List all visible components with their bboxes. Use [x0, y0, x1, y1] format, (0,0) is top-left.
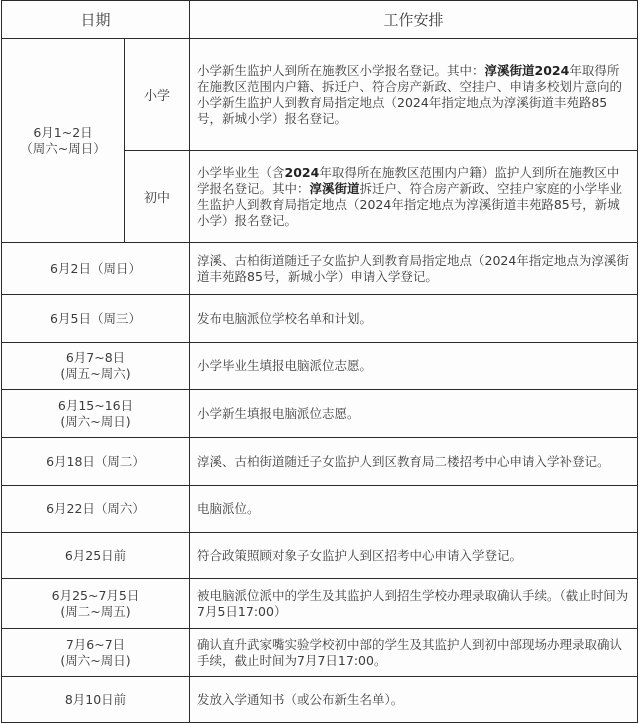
- date-cell: [2, 295, 190, 343]
- content-cell: 符合政策照顾对象子女监护人到区招考中心申请入学登记。: [190, 533, 638, 579]
- date-line1: 6月25~7月5日: [51, 587, 140, 603]
- date-cell: [2, 343, 190, 390]
- date-line1: 6月25日前: [64, 547, 127, 563]
- content-cell: 发布电脑派位学校名单和计划。: [190, 295, 638, 343]
- date-line1: 7月6~7日: [65, 636, 126, 652]
- date-cell: [2, 533, 190, 579]
- date-line1: 6月7~8日: [65, 350, 126, 365]
- table-header-row: [2, 1, 638, 39]
- content-cell: 被电脑派位派中的学生及其监护人到招生学校办理录取确认手续。（截止时间为7月5日17:00）: [190, 579, 638, 629]
- content-text: 小学毕业生（含: [197, 164, 285, 180]
- content-cell: 确认直升武家嘴实验学校初中部的学生及其监护人到初中部现场办理录取确认手续，截止时间为7月7日17:00。: [190, 629, 638, 677]
- date-line1: 6月5日（周三）: [50, 310, 141, 326]
- date-line1: 6月1~2日: [33, 124, 93, 140]
- date-line2: (周二~周五): [60, 603, 131, 619]
- header-date: 日期: [2, 1, 190, 39]
- level-middle: 初中: [125, 151, 190, 243]
- date-cell-group1: [2, 39, 125, 243]
- content-cell: 淳溪、古柏街道随迁子女监护人到教育局指定地点（2024年指定地点为淳溪街道丰苑路85号，新城小学）申请入学登记。: [190, 243, 638, 295]
- content-middle: [190, 151, 638, 243]
- date-cell: [2, 438, 190, 486]
- date-line2: (周五~周六): [60, 366, 131, 381]
- level-primary: 小学: [125, 39, 190, 151]
- content-cell: 小学毕业生填报电脑派位志愿。: [190, 343, 638, 390]
- enrollment-schedule-table: [1, 0, 638, 723]
- date-line2: (周六~周日): [60, 413, 131, 429]
- date-cell: [2, 629, 190, 677]
- header-work-arrangement: 工作安排: [190, 1, 638, 39]
- table-row: [2, 629, 638, 677]
- date-cell: [2, 677, 190, 723]
- table-row: [2, 390, 638, 438]
- date-line1: 8月10日前: [64, 691, 127, 707]
- table-row: [2, 677, 638, 723]
- table-row: [2, 243, 638, 295]
- table-row: [2, 343, 638, 390]
- content-bold-text: 2024: [284, 164, 320, 180]
- date-line1: 6月18日（周二）: [46, 453, 145, 469]
- content-bold-text: 淳溪街道2024: [484, 62, 570, 78]
- content-text: 年取得所在施教区范围内户籍）监护人到所在施教区中学报名登记。其中：: [197, 164, 620, 196]
- date-line1: 6月2日（周日）: [50, 260, 141, 276]
- content-primary: [190, 39, 638, 151]
- table-row: [2, 486, 638, 533]
- date-cell: [2, 243, 190, 295]
- date-line1: 6月22日（周六）: [46, 501, 145, 516]
- date-cell: [2, 579, 190, 629]
- table-row: [2, 579, 638, 629]
- date-line1: 6月15~16日: [57, 397, 134, 413]
- table-row: [2, 438, 638, 486]
- content-text: 小学新生监护人到所在施教区小学报名登记。其中：: [197, 62, 485, 78]
- table-row: [2, 533, 638, 579]
- date-cell: [2, 390, 190, 438]
- date-line2: (周六~周日): [60, 652, 131, 668]
- content-bold-text: 淳溪街道: [309, 180, 360, 196]
- content-cell: 小学新生填报电脑派位志愿。: [190, 390, 638, 438]
- table-row: [2, 295, 638, 343]
- content-cell: 发放入学通知书（或公布新生名单）。: [190, 677, 638, 723]
- content-cell: 电脑派位。: [190, 486, 638, 533]
- date-cell: [2, 486, 190, 533]
- content-text: 年取得所在施教区范围内户籍、拆迁户、符合房产新政、空挂户、申请多校划片意向的小学新生监护人到教育局指定地点（2024年指定地点为淳溪街道丰苑路85号，新城小学）报名登记。: [197, 62, 623, 126]
- content-text: 拆迁户、符合房产新政、空挂户家庭的小学毕业生监护人到教育局指定地点（2024年指定地点为淳溪街道丰苑路85号，新城小学）报名登记。: [197, 180, 623, 228]
- table-row-primary: [2, 39, 638, 151]
- date-line2: （周六~周日）: [20, 140, 106, 156]
- content-cell: 淳溪、古柏街道随迁子女监护人到区教育局二楼招考中心申请入学补登记。: [190, 438, 638, 486]
